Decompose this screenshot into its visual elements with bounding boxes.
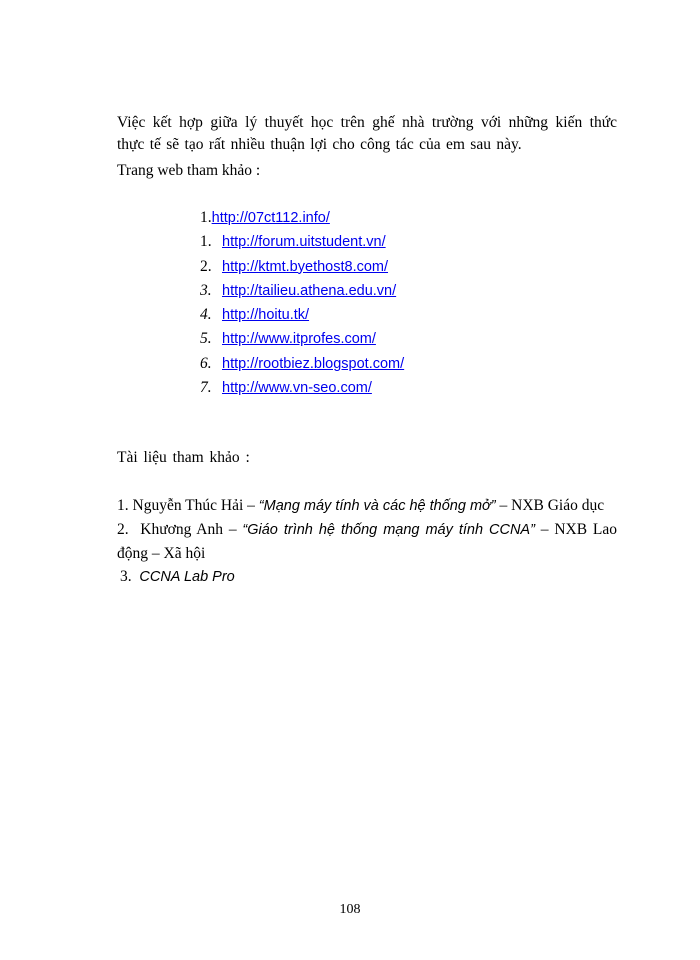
web-references-list [200,206,404,400]
list-item [200,376,404,400]
list-number: 2. [200,257,212,275]
ref-separator: – [495,497,512,514]
document-reference-2 [117,518,617,565]
intro-text: Việc kết hợp giữa lý thuyết học trên ghế nhà trường với những kiến thức thực tế sẽ tạo rất nhiều thuận lợi cho công tác của em sau này. [117,114,617,153]
list-item [200,303,404,327]
ref-publisher: NXB Giáo dục [511,497,605,514]
ref-author: Nguyễn Thúc Hải [132,497,244,514]
list-number: 4. [200,306,212,324]
list-item [200,255,404,279]
page-number: 108 [339,902,361,917]
list-number: 1. [200,233,212,251]
ref-separator: – [534,521,555,538]
reference-link[interactable]: http://www.vn-seo.com/ [222,380,372,397]
documents-list [117,494,617,589]
ref-publisher: NXB Lao động – Xã hội [117,521,617,562]
list-item [200,327,404,351]
document-reference-3 [117,565,617,589]
list-item [200,279,404,303]
list-number: 1. [200,209,212,226]
web-references-heading: Trang web tham khảo : [117,162,261,179]
reference-link[interactable]: http://tailieu.athena.edu.vn/ [222,282,397,299]
ref-separator: – [223,521,243,538]
reference-link[interactable]: http://rootbiez.blogspot.com/ [222,355,405,372]
ref-number: 2. [117,521,129,538]
list-number: 7. [200,379,212,397]
intro-paragraph [117,112,617,156]
list-number: 5. [200,330,212,348]
list-item [200,352,404,376]
reference-link[interactable]: http://hoitu.tk/ [222,307,310,324]
ref-title: “Giáo trình hệ thống mạng máy tính CCNA” [242,522,535,538]
reference-link[interactable]: http://www.itprofes.com/ [222,331,376,348]
reference-link[interactable]: http://07ct112.info/ [211,210,330,226]
document-reference-1 [117,494,617,518]
ref-title: “Mạng máy tính và các hệ thống mở” [258,498,496,514]
documents-heading: Tài liệu tham khảo : [117,449,250,466]
ref-separator: – [243,497,259,514]
ref-number: 3. [120,568,132,585]
list-number: 3. [200,281,212,299]
reference-link[interactable]: http://ktmt.byethost8.com/ [222,258,389,275]
ref-number: 1. [117,497,129,514]
list-number: 6. [200,354,212,372]
reference-link[interactable]: http://forum.uitstudent.vn/ [222,234,386,251]
list-item [200,206,404,230]
list-item [200,230,404,254]
ref-author: Khương Anh [140,521,223,538]
ref-title: CCNA Lab Pro [139,569,235,585]
